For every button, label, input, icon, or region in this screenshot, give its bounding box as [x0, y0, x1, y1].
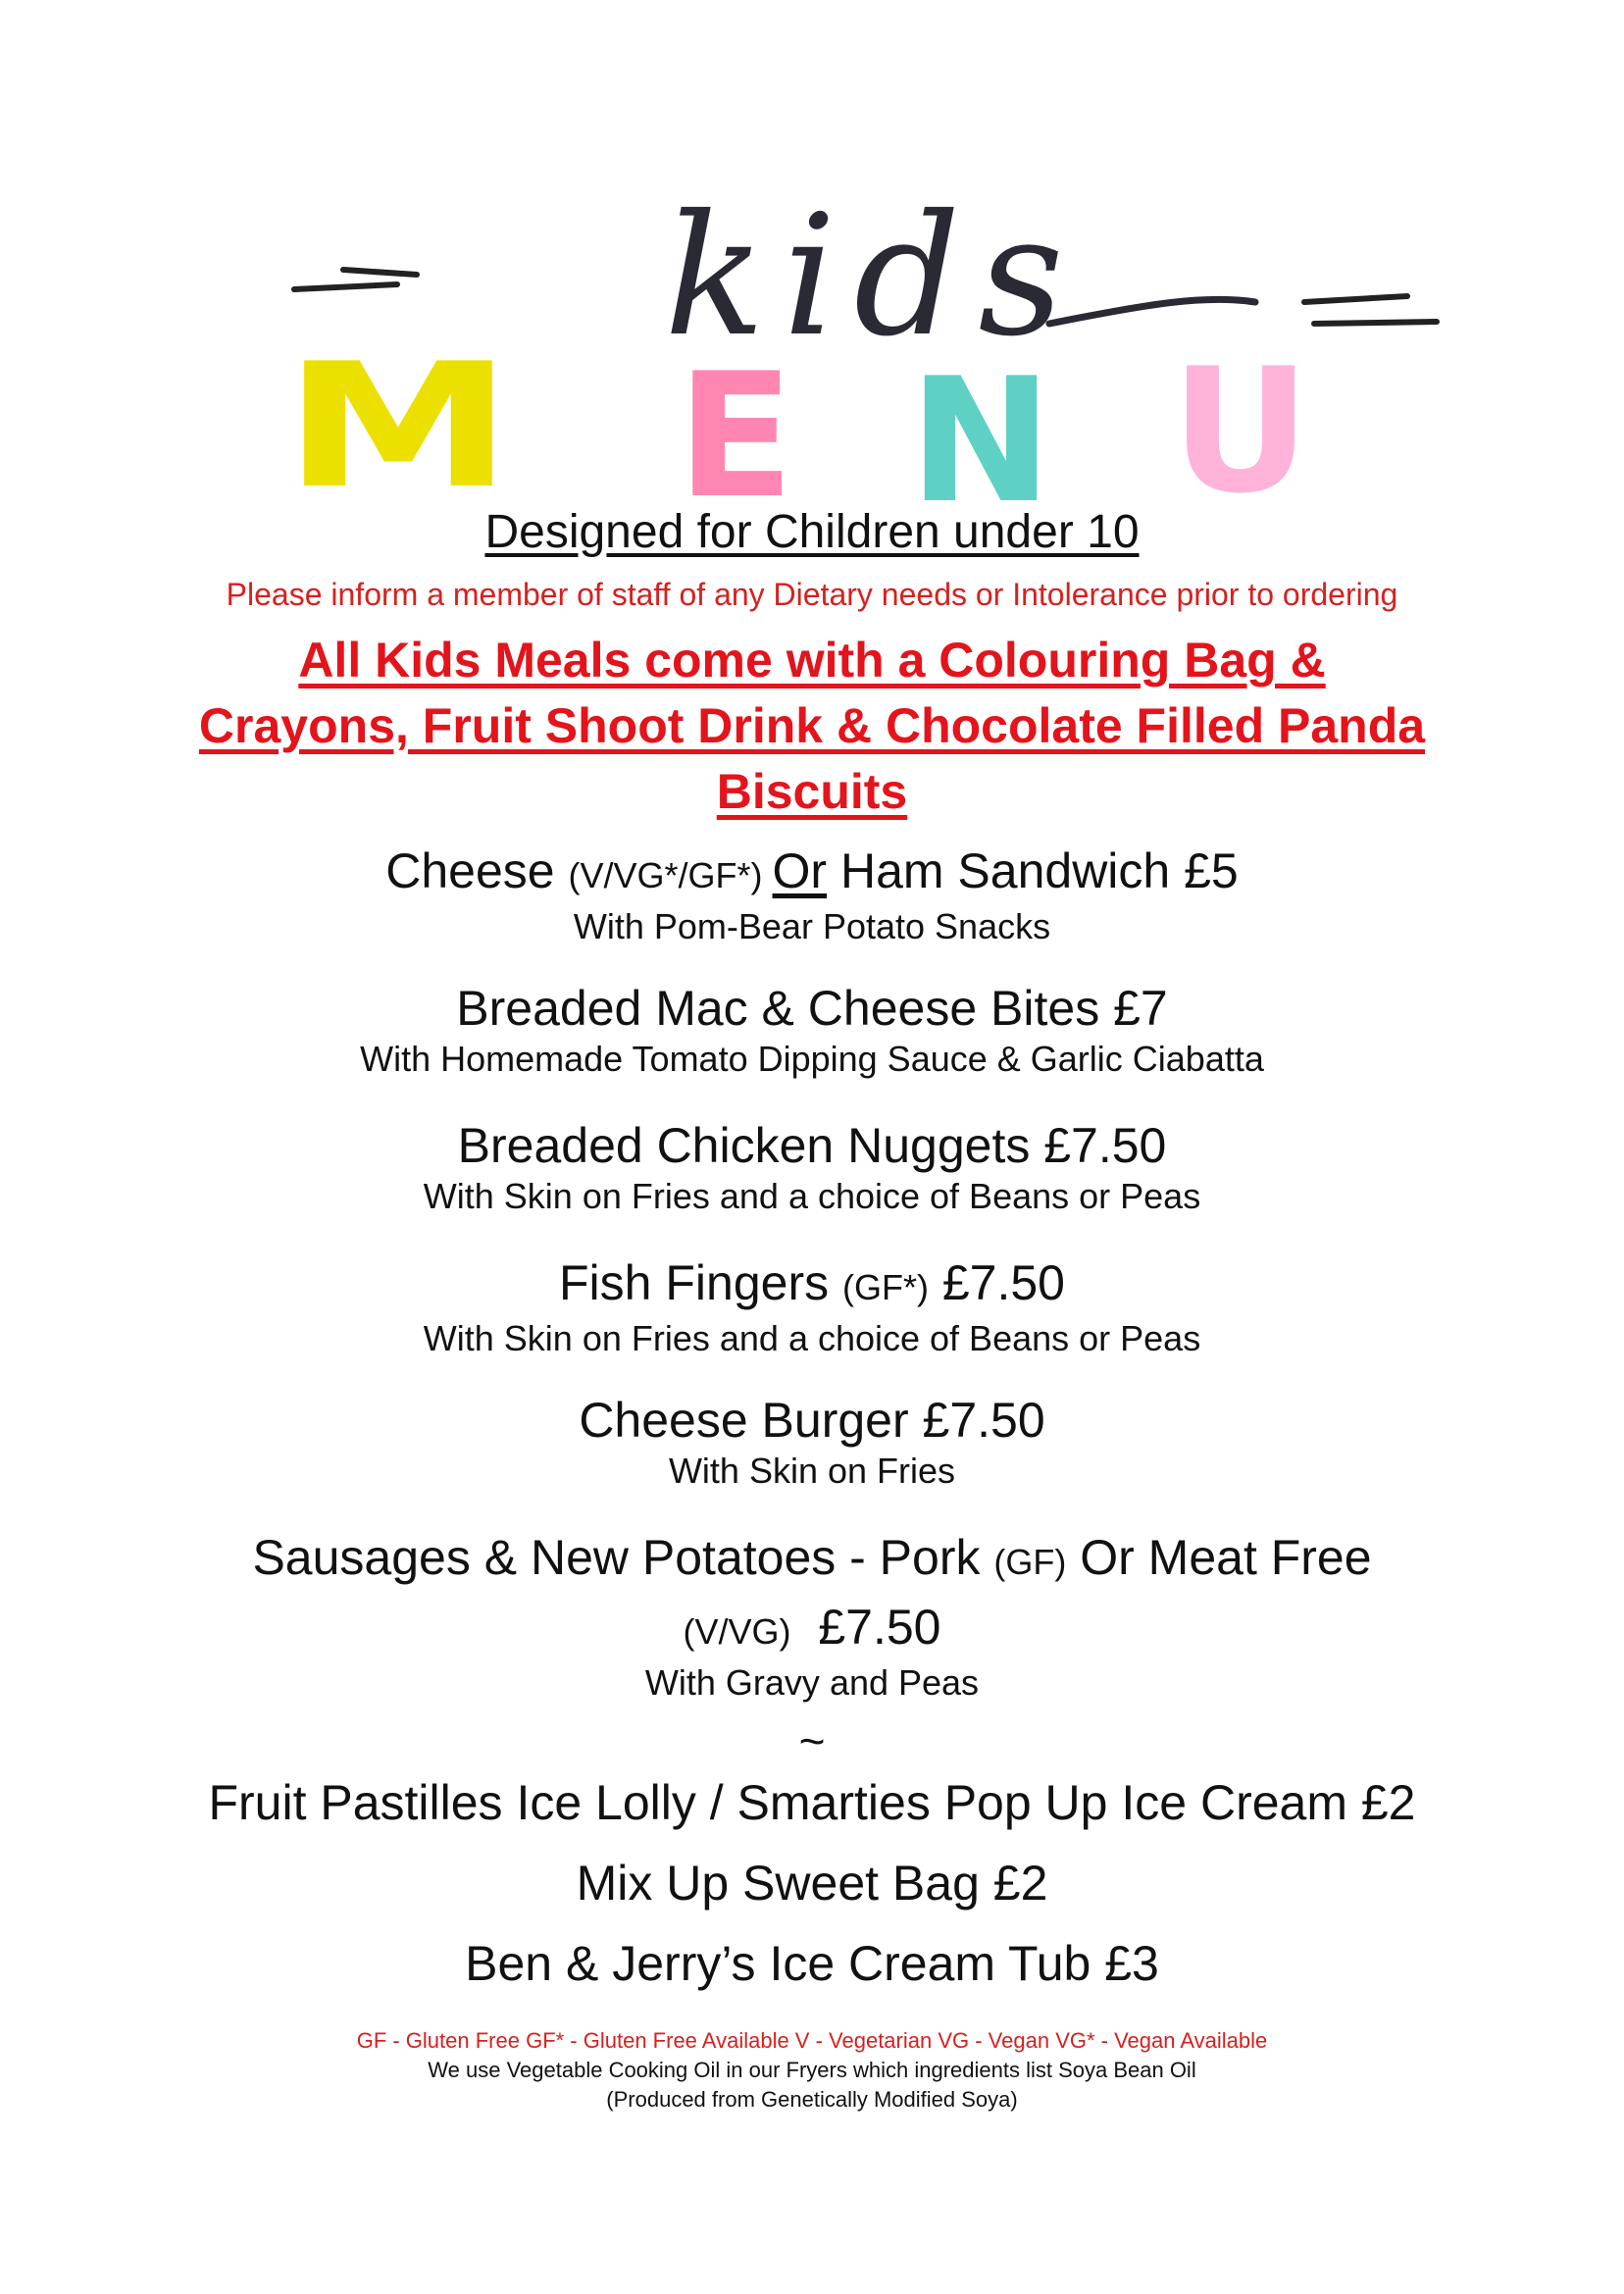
oil-note: We use Vegetable Cooking Oil in our Fryers which ingredients list Soya Bean Oil	[428, 2058, 1196, 2082]
item-description: With Gravy and Peas	[644, 1662, 980, 1703]
dietary-notice: Please inform a member of staff of any Dietary needs or Intolerance prior to ordering	[226, 577, 1398, 612]
dessert-item: Fruit Pastilles Ice Lolly / Smarties Pop Up Ice Cream £2	[208, 1775, 1416, 1830]
item-description: With Pom-Bear Potato Snacks	[573, 906, 1051, 946]
menu-item-sausages	[0, 1528, 1624, 1705]
item-title: Cheese Burger £7.50	[579, 1393, 1045, 1448]
item-description: With Homemade Tomato Dipping Sauce & Garlic Ciabatta	[360, 1039, 1264, 1079]
item-title: Cheese (V/VG*/GF*) Or Ham Sandwich £5	[385, 843, 1239, 898]
item-description: With Skin on Fries and a choice of Beans or Peas	[423, 1318, 1201, 1358]
dietary-legend: GF - Gluten Free GF* - Gluten Free Available V - Vegetarian VG - Vegan VG* - Vegan Available	[356, 2028, 1268, 2053]
dessert-item: Mix Up Sweet Bag £2	[576, 1856, 1048, 1911]
dietary-tag: (GF)	[993, 1542, 1067, 1582]
logo-word-kids: kids	[664, 186, 1082, 374]
promo-line: All Kids Meals come with a Colouring Bag &	[298, 633, 1326, 688]
logo-letter-m: M	[282, 327, 514, 510]
subtitle: Designed for Children under 10	[484, 506, 1140, 558]
menu-item-cheese-burger	[0, 1391, 1624, 1493]
oil-note-gm: (Produced from Genetically Modified Soya)	[606, 2087, 1018, 2112]
item-description: With Skin on Fries and a choice of Beans or Peas	[423, 1176, 1201, 1216]
menu-item-nuggets	[0, 1116, 1624, 1218]
dietary-tag: (V/VG)	[683, 1611, 791, 1652]
promo-line: Crayons, Fruit Shoot Drink & Chocolate Filled Panda	[198, 698, 1426, 753]
menu-item-mac-cheese	[0, 979, 1624, 1081]
promo-line: Biscuits	[716, 764, 908, 819]
menu-item-fish-fingers	[0, 1253, 1624, 1360]
menu-item-sandwich	[0, 841, 1624, 948]
item-title: Fish Fingers (GF*) £7.50	[559, 1255, 1065, 1310]
item-title-line2: (V/VG) £7.50	[683, 1600, 941, 1655]
logo-letter-u: U	[1170, 332, 1311, 510]
item-title: Breaded Chicken Nuggets £7.50	[457, 1118, 1167, 1173]
item-title: Breaded Mac & Cheese Bites £7	[456, 981, 1168, 1036]
dietary-tag: (GF*)	[841, 1267, 929, 1307]
separator: ~	[798, 1715, 826, 1766]
dietary-tag: (V/VG*/GF*)	[568, 855, 773, 895]
kids-menu-logo	[186, 186, 1442, 510]
logo-letter-n: N	[908, 342, 1053, 510]
logo-letter-e: E	[677, 337, 794, 510]
promo-banner	[0, 628, 1624, 825]
item-title: Sausages & New Potatoes - Pork (GF) Or Meat Free	[252, 1530, 1372, 1585]
dessert-item: Ben & Jerry’s Ice Cream Tub £3	[465, 1936, 1159, 1991]
item-description: With Skin on Fries	[668, 1451, 956, 1491]
